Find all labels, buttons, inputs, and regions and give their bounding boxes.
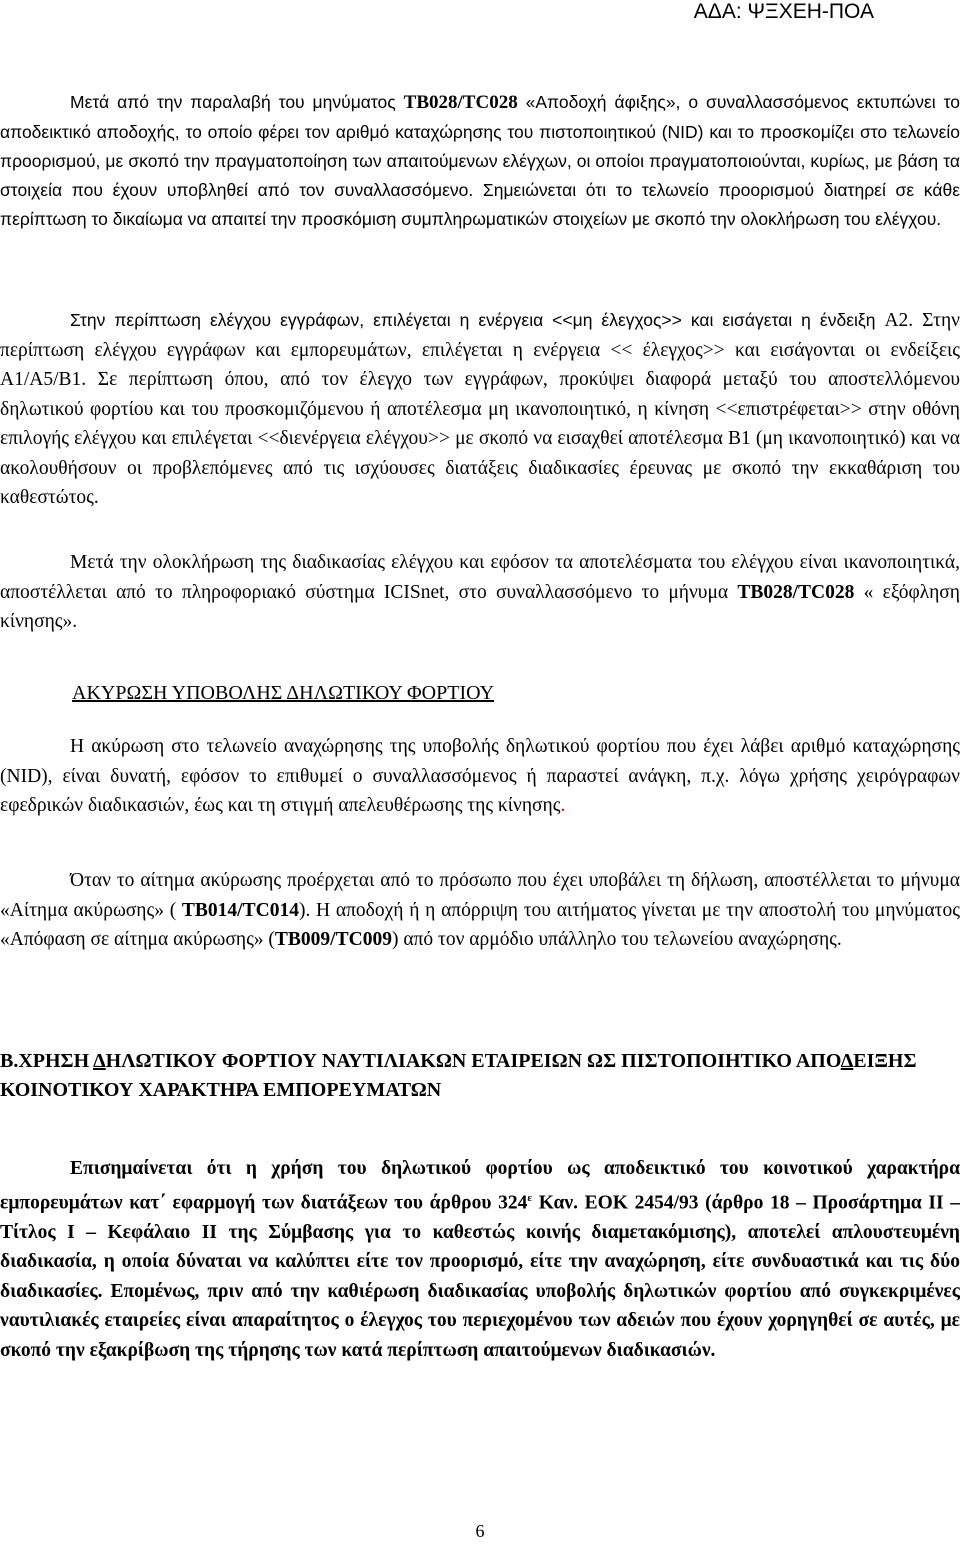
p1-text-2: «Αποδοχή άφιξης», ο συναλλασσόμενος εκτυπώνει το αποδεικτικό αποδοχής, το οποίο φέρει τον αριθμό καταχώρησης του πιστοποιητικού (NID) και το προσκομίζει στο τελωνείο προορισμού, με σκοπό την πραγματοποίηση των απαιτούμενων ελέγχων, οι οποίοι πραγματοποιούνται, κυρίως, με βάση τα στοιχεία που έχουν υποβληθεί από τον συναλλασσόμενο. Σημειώνεται ότι το τελωνείο προορισμού διατηρεί σε κάθε περίπτωση το δικαίωμα να απαιτεί την προσκόμιση συμπληρωματικών στοιχείων με σκοπό την ολοκλήρωση του ελέγχου. [0,92,960,229]
p6-text-2: Καν. ΕΟΚ 2454/93 (άρθρο 18 – Προσάρτημα ΙΙ – Τίτλος Ι – Κεφάλαιο ΙΙ της Σύμβασης για το καθεστώς κοινής διαμετακόμισης), αποτελεί απλουστευμένη διαδικασία, η οποία δύναται να καλύπτει είτε τον προορισμό, είτε την αναχώρηση, είτε συνδυαστικά και τις δύο διαδικασίες. Επομένως, πριν από την καθιέρωση διαδικασίας υποβολής δηλωτικών φορτίου από συγκεκριμένες ναυτιλιακές εταιρείες είναι απαραίτητος ο έλεγχος του περιεχομένου των αδειών που έχουν χορηγηθεί σε αυτές, με σκοπό την εξακρίβωση της τήρησης των κατά περίπτωση απαιτούμενων διαδικασιών. [0,1192,960,1361]
p5-text-3: ) από τον αρμόδιο υπάλληλο του τελωνείου αναχώρησης. [391,929,842,950]
paragraph-community-status [0,1154,960,1365]
p6-text-1: Επισημαίνεται ότι η χρήση του δηλωτικού φορτίου ως αποδεικτικό του κοινοτικού χαρακτήρα εμπορευμάτων κατ΄ εφαρμογή των διατάξεων του άρθρου 324 [0,1158,960,1213]
p2-text-2: A2. Στην περίπτωση ελέγχου εγγράφων και εμπορευμάτων, επιλέγεται η ενέργεια << έλεγχος>> και εισάγονται οι ενδείξεις A1/A5/B1. Σε περίπτωση όπου, από τον έλεγχο των εγγράφων, προκύψει διαφορά μεταξύ του αποστελλόμενου δηλωτικού φορτίου και του προσκομιζόμενου ή αποτέλεσμα μη ικανοποιητικό, η κίνηση <<επιστρέφεται>> στην οθόνη επιλογής ελέγχου και επιλέγεται <<διενέργεια ελέγχου>> με σκοπό να εισαχθεί αποτέλεσμα B1 (μη ικανοποιητικό) και να ακολουθήσουν οι προβλεπόμενες από τις ισχύουσες διατάξεις διαδικασίες έρευνας με σκοπό την εκκαθάριση του καθεστώτος. [0,310,960,508]
title2-post: ΕΙΞΗΣ ΚΟΙΝΟΤΙΚΟΥ ΧΑΡΑΚΤΗΡΑ ΕΜΠΟΡΕΥΜΑΤΩΝ [0,1050,917,1101]
p5-text-1: Όταν το αίτημα ακύρωσης προέρχεται από το πρόσωπο που έχει υποβάλει τη δήλωση, αποστέλλεται το μήνυμα «Αίτημα ακύρωσης» ( [0,870,960,921]
paragraph-document-control [0,306,960,513]
paragraph-cancellation-conditions [0,732,960,821]
p4-red-dot: . [560,795,566,816]
p3-message-code: TB028/TC028 [737,581,855,603]
title2-underlined-1: Δ [93,1050,106,1072]
section-title-b [0,1047,960,1105]
p4-text: Η ακύρωση στο τελωνείο αναχώρησης της υποβολής δηλωτικού φορτίου που έχει λάβει αριθμό καταχώρησης (NID), είναι δυνατή, εφόσον το επιθυμεί ο συναλλασσόμενος ή παραστεί ανάγκη, π.χ. λόγω χρήσης χειρόγραφων εφεδρικών διαδικασιών, έως και τη στιγμή απελευθέρωσης της κίνησης [0,736,960,816]
paragraph-control-completion [0,548,960,637]
p2-text-1: Στην περίπτωση ελέγχου εγγράφων, επιλέγεται η ενέργεια <<μη έλεγχος>> και εισάγεται η ένδειξη [70,310,885,330]
title2-underlined-2: Δ [840,1050,854,1072]
section-title-cancellation: ΑΚΥΡΩΣΗ ΥΠΟΒΟΛΗΣ ΔΗΛΩΤΙΚΟΥ ΦΟΡΤΙΟΥ [72,682,495,704]
ada-header: ΑΔΑ: ΨΞΧΕΗ-ΠΟΑ [693,0,874,23]
page-number: 6 [475,1521,485,1541]
title2-mid: ΗΛΩΤΙΚΟΥ ΦΟΡΤΙΟΥ ΝΑΥΤΙΛΙΑΚΩΝ ΕΤΑΙΡΕΙΩΝ ΩΣ ΠΙΣΤΟΠΟΙΗΤΙΚΟ ΑΠΟ [105,1050,841,1072]
p5-text-2: ). Η αποδοχή ή η απόρριψη του αιτήματος γίνεται με την αποστολή του μηνύματος «Απόφαση σε αίτημα ακύρωσης» ( [0,899,960,950]
p1-text-1: Μετά από την παραλαβή του μηνύματος [70,92,404,112]
p5-message-code-2: TB009/TC009 [274,929,392,950]
p5-message-code-1: TB014/TC014 [181,899,299,921]
p1-message-code: TB028/TC028 [403,92,518,113]
title2-pre: Β.ΧΡΗΣΗ [0,1050,94,1072]
paragraph-arrival-acceptance [0,88,960,234]
paragraph-cancellation-request [0,866,960,955]
p6-superscript: ε [527,1191,533,1204]
p3-text-1: Μετά την ολοκλήρωση της διαδικασίας ελέγχου και εφόσον τα αποτελέσματα του ελέγχου είναι ικανοποιητικά, αποστέλλεται από το πληροφοριακό σύστημα ICISnet, στο συναλλασσόμενο το μήνυμα [0,552,960,603]
p3-text-2: « εξόφληση κίνησης». [0,581,960,632]
